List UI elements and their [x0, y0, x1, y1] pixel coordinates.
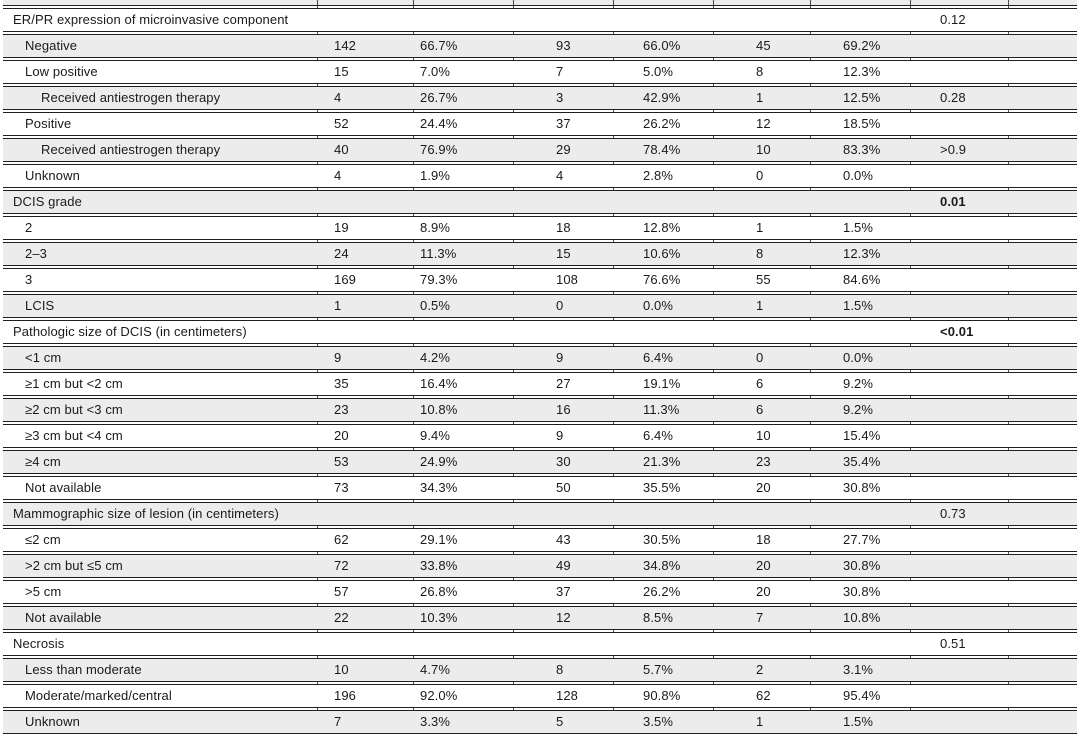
count-cell: 18 [756, 532, 771, 547]
count-cell: 27 [556, 376, 571, 391]
percent-cell: 4.2% [420, 350, 451, 365]
table-row [3, 346, 1077, 370]
count-cell: 72 [334, 558, 349, 573]
table-row [3, 112, 1077, 136]
row-label: Received antiestrogen therapy [41, 90, 221, 105]
table-row [3, 658, 1077, 682]
percent-cell: 10.8% [420, 402, 458, 417]
count-cell: 4 [556, 168, 564, 183]
count-cell: 20 [334, 428, 349, 443]
percent-cell: 26.7% [420, 90, 458, 105]
table-rows-container [3, 8, 1077, 734]
count-cell: 3 [556, 90, 564, 105]
count-cell: 169 [334, 272, 356, 287]
percent-cell: 12.8% [643, 220, 681, 235]
table-row [3, 528, 1077, 552]
percent-cell: 1.5% [843, 220, 874, 235]
percent-cell: 0.0% [843, 350, 874, 365]
row-label: LCIS [25, 298, 55, 313]
percent-cell: 15.4% [843, 428, 881, 443]
count-cell: 62 [334, 532, 349, 547]
count-cell: 19 [334, 220, 349, 235]
percent-cell: 9.4% [420, 428, 451, 443]
table-row [3, 424, 1077, 448]
percent-cell: 18.5% [843, 116, 881, 131]
table-row [3, 216, 1077, 240]
percent-cell: 10.8% [843, 610, 881, 625]
row-label: >2 cm but ≤5 cm [25, 558, 123, 573]
count-cell: 196 [334, 688, 356, 703]
table-row [3, 684, 1077, 708]
percent-cell: 11.3% [643, 402, 680, 417]
percent-cell: 8.5% [643, 610, 674, 625]
row-label: >5 cm [25, 584, 62, 599]
row-label: 2 [25, 220, 33, 235]
percent-cell: 34.3% [420, 480, 458, 495]
percent-cell: 19.1% [643, 376, 681, 391]
percent-cell: 1.5% [843, 298, 874, 313]
row-label: 3 [25, 272, 33, 287]
p-value-cell: 0.12 [940, 12, 966, 27]
count-cell: 12 [556, 610, 571, 625]
percent-cell: 12.3% [843, 246, 881, 261]
count-cell: 23 [334, 402, 349, 417]
count-cell: 29 [556, 142, 571, 157]
row-label: DCIS grade [13, 194, 82, 209]
percent-cell: 66.7% [420, 38, 458, 53]
percent-cell: 29.1% [420, 532, 458, 547]
section-header-row [3, 632, 1077, 656]
table-row [3, 164, 1077, 188]
row-label: Necrosis [13, 636, 65, 651]
row-label: ER/PR expression of microinvasive component [13, 12, 289, 27]
percent-cell: 10.6% [643, 246, 681, 261]
count-cell: 7 [556, 64, 564, 79]
percent-cell: 0.0% [843, 168, 874, 183]
p-value-cell: 0.51 [940, 636, 966, 651]
count-cell: 10 [756, 142, 771, 157]
table-row [3, 372, 1077, 396]
percent-cell: 3.3% [420, 714, 451, 729]
count-cell: 142 [334, 38, 356, 53]
percent-cell: 92.0% [420, 688, 458, 703]
row-label: Moderate/marked/central [25, 688, 172, 703]
row-label: ≥2 cm but <3 cm [25, 402, 123, 417]
percent-cell: 10.3% [420, 610, 458, 625]
count-cell: 8 [756, 246, 764, 261]
count-cell: 50 [556, 480, 571, 495]
count-cell: 24 [334, 246, 349, 261]
count-cell: 43 [556, 532, 571, 547]
row-label: ≥3 cm but <4 cm [25, 428, 123, 443]
row-label: ≥4 cm [25, 454, 61, 469]
count-cell: 2 [756, 662, 764, 677]
percent-cell: 24.4% [420, 116, 458, 131]
table-row [3, 450, 1077, 474]
count-cell: 7 [334, 714, 342, 729]
count-cell: 55 [756, 272, 771, 287]
count-cell: 20 [756, 480, 771, 495]
table-row [3, 242, 1077, 266]
percent-cell: 0.0% [643, 298, 674, 313]
count-cell: 73 [334, 480, 349, 495]
count-cell: 10 [334, 662, 349, 677]
count-cell: 108 [556, 272, 578, 287]
percent-cell: 42.9% [643, 90, 681, 105]
percent-cell: 26.2% [643, 116, 681, 131]
percent-cell: 76.9% [420, 142, 458, 157]
count-cell: 49 [556, 558, 571, 573]
p-value-cell: 0.73 [940, 506, 966, 521]
row-label: <1 cm [25, 350, 62, 365]
percent-cell: 83.3% [843, 142, 881, 157]
row-label: 2–3 [25, 246, 47, 261]
percent-cell: 9.2% [843, 376, 874, 391]
section-header-row [3, 502, 1077, 526]
percent-cell: 9.2% [843, 402, 874, 417]
table-row [3, 710, 1077, 734]
row-label: Positive [25, 116, 72, 131]
count-cell: 53 [334, 454, 349, 469]
section-header-row [3, 320, 1077, 344]
percent-cell: 90.8% [643, 688, 681, 703]
count-cell: 16 [556, 402, 571, 417]
percent-cell: 30.8% [843, 584, 881, 599]
count-cell: 4 [334, 90, 342, 105]
clinicopathologic-table [3, 0, 1077, 734]
row-label: Not available [25, 610, 102, 625]
percent-cell: 3.5% [643, 714, 674, 729]
percent-cell: 6.4% [643, 350, 674, 365]
row-label: Low positive [25, 64, 98, 79]
count-cell: 37 [556, 584, 571, 599]
percent-cell: 4.7% [420, 662, 451, 677]
percent-cell: 79.3% [420, 272, 458, 287]
percent-cell: 34.8% [643, 558, 681, 573]
table-row [3, 554, 1077, 578]
count-cell: 57 [334, 584, 349, 599]
count-cell: 30 [556, 454, 571, 469]
count-cell: 0 [756, 168, 764, 183]
section-header-row [3, 190, 1077, 214]
count-cell: 9 [556, 428, 564, 443]
table-row [3, 34, 1077, 58]
table-row [3, 138, 1077, 162]
count-cell: 15 [334, 64, 349, 79]
percent-cell: 26.2% [643, 584, 681, 599]
section-header-row [3, 8, 1077, 32]
row-label: Negative [25, 38, 78, 53]
count-cell: 22 [334, 610, 349, 625]
table-row [3, 60, 1077, 84]
percent-cell: 84.6% [843, 272, 881, 287]
count-cell: 52 [334, 116, 349, 131]
p-value-cell: >0.9 [940, 142, 967, 157]
percent-cell: 1.5% [843, 714, 874, 729]
table-row [3, 398, 1077, 422]
count-cell: 93 [556, 38, 571, 53]
count-cell: 20 [756, 584, 771, 599]
p-value-cell: 0.01 [940, 194, 966, 209]
percent-cell: 24.9% [420, 454, 458, 469]
count-cell: 6 [756, 402, 764, 417]
percent-cell: 5.0% [643, 64, 674, 79]
table-row [3, 268, 1077, 292]
percent-cell: 26.8% [420, 584, 458, 599]
p-value-cell: 0.28 [940, 90, 966, 105]
percent-cell: 5.7% [643, 662, 674, 677]
count-cell: 4 [334, 168, 342, 183]
row-label: Received antiestrogen therapy [41, 142, 221, 157]
row-label: Pathologic size of DCIS (in centimeters) [13, 324, 247, 339]
percent-cell: 30.5% [643, 532, 681, 547]
count-cell: 20 [756, 558, 771, 573]
percent-cell: 6.4% [643, 428, 674, 443]
percent-cell: 11.3% [420, 246, 457, 261]
count-cell: 10 [756, 428, 771, 443]
percent-cell: 12.5% [843, 90, 881, 105]
count-cell: 37 [556, 116, 571, 131]
table-row [3, 86, 1077, 110]
count-cell: 128 [556, 688, 578, 703]
count-cell: 0 [756, 350, 764, 365]
percent-cell: 0.5% [420, 298, 451, 313]
row-label: ≤2 cm [25, 532, 61, 547]
count-cell: 15 [556, 246, 571, 261]
count-cell: 9 [556, 350, 564, 365]
row-label: Unknown [25, 714, 80, 729]
count-cell: 12 [756, 116, 771, 131]
row-label: Unknown [25, 168, 80, 183]
count-cell: 35 [334, 376, 349, 391]
percent-cell: 2.8% [643, 168, 674, 183]
percent-cell: 76.6% [643, 272, 681, 287]
count-cell: 1 [756, 90, 764, 105]
percent-cell: 35.5% [643, 480, 681, 495]
percent-cell: 8.9% [420, 220, 451, 235]
table-row [3, 606, 1077, 630]
percent-cell: 69.2% [843, 38, 881, 53]
count-cell: 6 [756, 376, 764, 391]
row-label: ≥1 cm but <2 cm [25, 376, 123, 391]
p-value-cell: <0.01 [940, 324, 974, 339]
table-row [3, 580, 1077, 604]
count-cell: 18 [556, 220, 571, 235]
row-label: Less than moderate [25, 662, 142, 677]
count-cell: 45 [756, 38, 771, 53]
percent-cell: 78.4% [643, 142, 681, 157]
count-cell: 1 [756, 714, 764, 729]
count-cell: 1 [334, 298, 342, 313]
row-label: Not available [25, 480, 102, 495]
percent-cell: 3.1% [843, 662, 874, 677]
count-cell: 7 [756, 610, 764, 625]
count-cell: 1 [756, 220, 764, 235]
count-cell: 0 [556, 298, 564, 313]
percent-cell: 16.4% [420, 376, 458, 391]
percent-cell: 7.0% [420, 64, 451, 79]
percent-cell: 30.8% [843, 480, 881, 495]
count-cell: 8 [756, 64, 764, 79]
percent-cell: 30.8% [843, 558, 881, 573]
count-cell: 23 [756, 454, 771, 469]
cropped-previous-row [3, 0, 1077, 6]
count-cell: 9 [334, 350, 342, 365]
count-cell: 1 [756, 298, 764, 313]
count-cell: 5 [556, 714, 564, 729]
percent-cell: 95.4% [843, 688, 881, 703]
count-cell: 62 [756, 688, 771, 703]
percent-cell: 12.3% [843, 64, 881, 79]
percent-cell: 21.3% [643, 454, 681, 469]
percent-cell: 66.0% [643, 38, 681, 53]
percent-cell: 35.4% [843, 454, 881, 469]
row-label: Mammographic size of lesion (in centimeters) [13, 506, 279, 521]
count-cell: 40 [334, 142, 349, 157]
table-row [3, 476, 1077, 500]
percent-cell: 27.7% [843, 532, 881, 547]
percent-cell: 1.9% [420, 168, 451, 183]
count-cell: 8 [556, 662, 564, 677]
percent-cell: 33.8% [420, 558, 458, 573]
table-row [3, 294, 1077, 318]
